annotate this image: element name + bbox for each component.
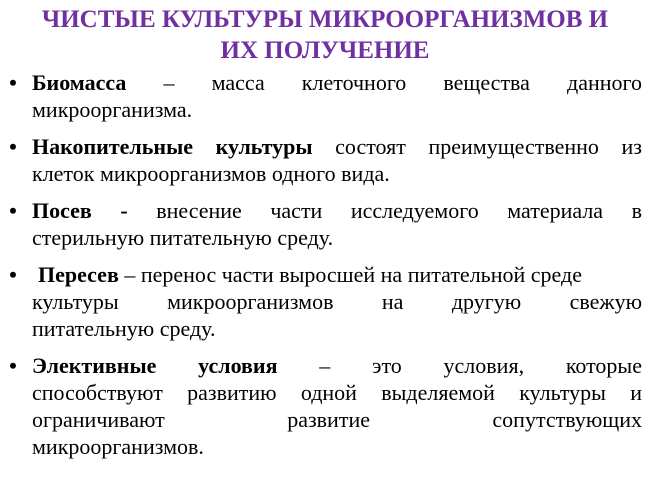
bullet-term: Элективные условия	[32, 353, 278, 378]
bullet-text: – это условия, которые	[277, 353, 642, 378]
slide-title-line-1: ЧИСТЫЕ КУЛЬТУРЫ МИКРООРГАНИЗМОВ И	[41, 6, 609, 33]
bullet-line: питательную среду.	[32, 316, 216, 341]
bullet-item-subculture	[0, 261, 650, 342]
bullet-text: состоят преимущественно из	[312, 134, 642, 159]
bullet-dot-icon: •	[9, 70, 17, 95]
bullet-line: культуры микроорганизмов на другую свежую	[32, 289, 642, 314]
slide-title-line-2: ИХ ПОЛУЧЕНИЕ	[220, 37, 430, 64]
bullet-term: Накопительные культуры	[32, 134, 313, 159]
bullet-line: микроорганизма.	[32, 97, 193, 122]
bullet-line: микроорганизмов.	[32, 434, 204, 459]
bullet-text: внесение части исследуемого материала в	[127, 198, 642, 223]
slide-title	[0, 4, 650, 66]
bullet-term: Биомасса	[32, 70, 127, 95]
bullet-item-seeding	[0, 197, 650, 251]
bullet-line: клеток микроорганизмов одного вида.	[32, 161, 390, 186]
bullet-line	[32, 261, 642, 288]
bullet-line: стерильную питательную среду.	[32, 225, 334, 250]
bullet-line	[32, 352, 642, 379]
bullet-dot-icon: •	[9, 262, 17, 287]
bullet-item-elective-conditions	[0, 352, 650, 460]
bullet-item-biomass	[0, 69, 650, 123]
bullet-line	[32, 197, 642, 224]
bullet-line: способствуют развитию одной выделяемой культуры и	[32, 380, 642, 405]
bullet-item-accumulative-cultures	[0, 133, 650, 187]
bullet-text: – перенос части выросшей на питательной среде	[118, 262, 582, 287]
bullet-line	[32, 133, 642, 160]
bullet-text: – масса клеточного вещества данного	[126, 70, 642, 95]
bullet-list	[0, 69, 650, 470]
bullet-line: ограничивают развитие сопутствующих	[32, 407, 642, 432]
bullet-line	[32, 69, 642, 96]
bullet-dot-icon: •	[9, 198, 17, 223]
bullet-term: Пересев	[38, 262, 119, 287]
bullet-term: Посев -	[32, 198, 128, 223]
bullet-dot-icon: •	[9, 134, 17, 159]
bullet-dot-icon: •	[9, 353, 17, 378]
